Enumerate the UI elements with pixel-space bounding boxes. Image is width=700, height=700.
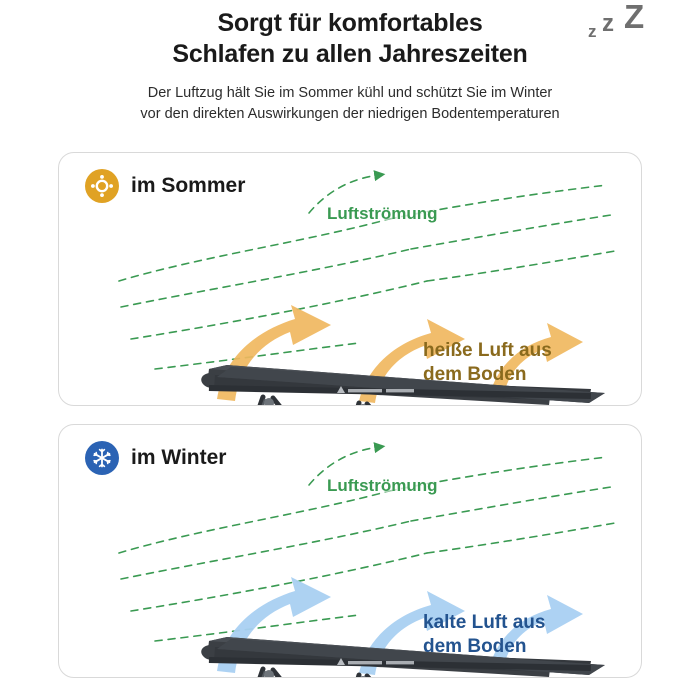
winter-ground-label-line1: kalte Luft aus [423, 612, 546, 633]
page-title-line2: Schlafen zu allen Jahreszeiten [172, 39, 528, 68]
sleep-z-medium: z [602, 10, 614, 37]
page-subtitle-line2: vor den direkten Auswirkungen der niedrigen Bodentemperaturen [140, 106, 560, 123]
page-subtitle-line1: Der Luftzug hält Sie im Sommer kühl und schützt Sie im Winter [147, 85, 553, 101]
summer-ground-label-line1: heiße Luft aus [423, 340, 552, 361]
page-title-line1: Sorgt für komfortables [217, 9, 483, 37]
panel-summer [58, 152, 642, 406]
panel-winter-label: im Winter [131, 446, 227, 469]
header [0, 0, 700, 125]
sun-icon [85, 169, 119, 203]
winter-ground-label-line2: dem Boden [423, 635, 527, 657]
winter-airflow-label: Luftströmung [327, 476, 438, 495]
summer-ground-label-line2: dem Boden [423, 363, 527, 385]
page-title [0, 8, 700, 69]
sleep-z-large: Z [624, 0, 645, 35]
summer-airflow-label: Luftströmung [327, 204, 438, 223]
page-subtitle [0, 83, 700, 125]
panel-summer-label: im Sommer [131, 174, 246, 197]
panel-summer-header [85, 169, 245, 203]
summer-ground-label [423, 339, 552, 387]
winter-ground-label [423, 611, 545, 659]
snowflake-icon [85, 441, 119, 475]
sleep-z-small: z [588, 22, 597, 41]
panel-winter-header [85, 441, 226, 475]
panel-winter [58, 424, 642, 678]
